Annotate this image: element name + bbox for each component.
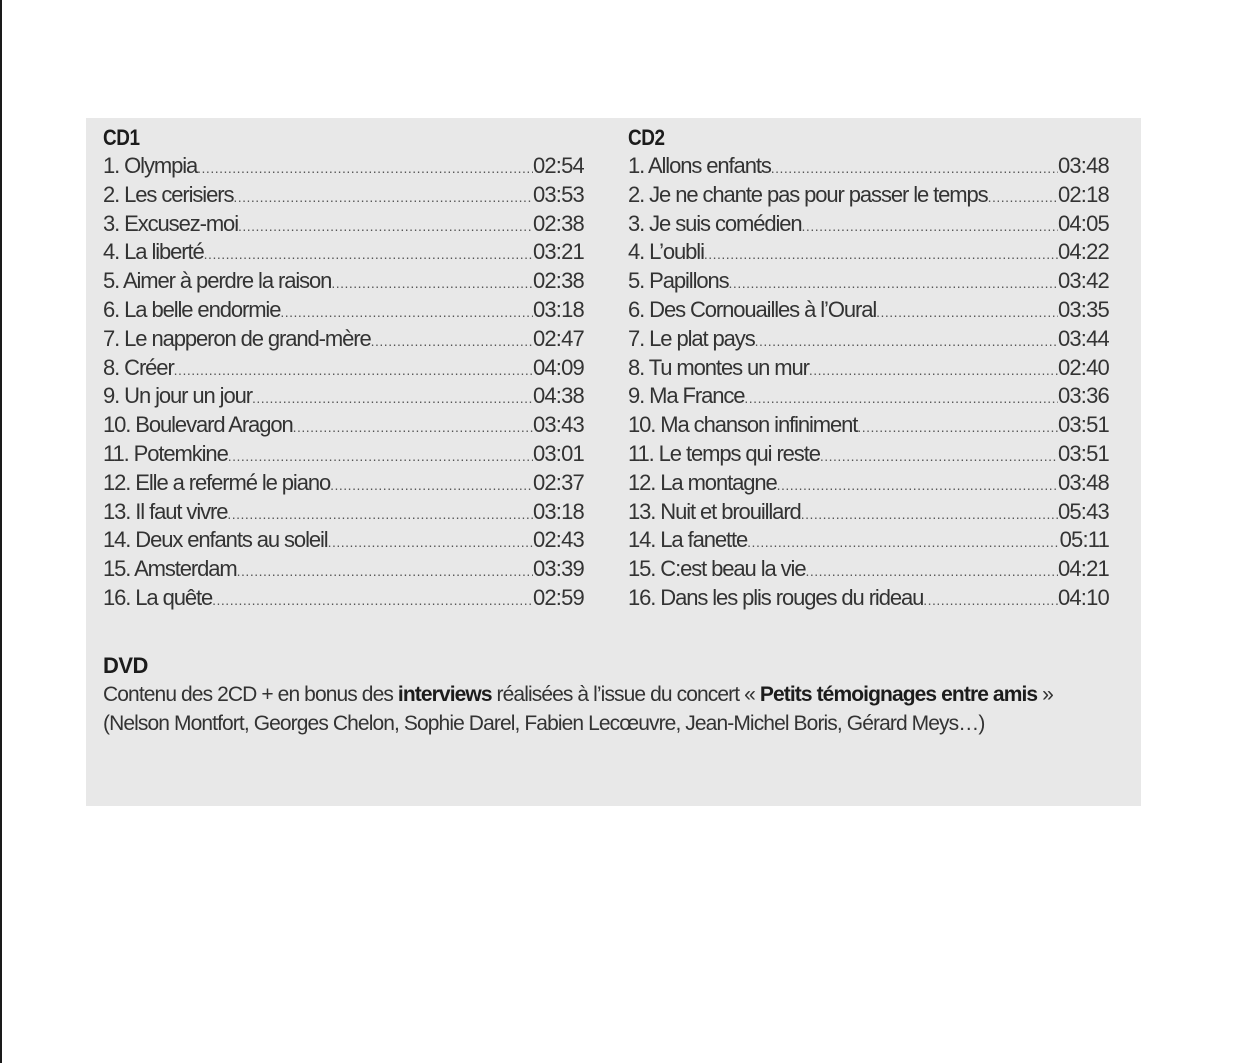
- cd2-track-list: [628, 152, 1109, 613]
- dot-leader: [801, 500, 1058, 527]
- dot-leader: [820, 442, 1058, 469]
- dot-leader: [227, 500, 533, 527]
- track-title: 10. Boulevard Aragon: [103, 412, 293, 438]
- track-duration: 03:44: [1057, 325, 1109, 351]
- track-title: 14. Deux enfants au soleil: [103, 527, 328, 553]
- dot-leader: [747, 528, 1059, 555]
- track-row: [628, 555, 1109, 584]
- track-row: [628, 411, 1109, 440]
- track-title: 7. Le plat pays: [628, 325, 755, 351]
- track-title: 12. Elle a refermé le piano: [103, 469, 331, 495]
- track-duration: 02:37: [532, 469, 584, 495]
- dot-leader: [252, 384, 533, 411]
- track-row: [628, 382, 1109, 411]
- track-row: [628, 498, 1109, 527]
- track-duration: 04:21: [1057, 556, 1109, 582]
- dot-leader: [802, 212, 1058, 239]
- track-title: 11. Potemkine: [103, 440, 228, 466]
- track-row: [628, 181, 1109, 210]
- cd2-column: [628, 124, 1109, 613]
- track-title: 7. Le napperon de grand-mère: [103, 325, 371, 351]
- track-duration: 03:43: [532, 412, 584, 438]
- track-row: [103, 526, 584, 555]
- track-row: [628, 440, 1109, 469]
- dvd-interviews-label: interviews: [397, 683, 492, 706]
- track-duration: 03:18: [532, 498, 584, 524]
- track-row: [103, 354, 584, 383]
- dvd-bonus-title: Petits témoignages entre amis: [759, 683, 1038, 706]
- track-duration: 02:18: [1057, 181, 1109, 207]
- dot-leader: [988, 183, 1058, 210]
- track-row: [103, 411, 584, 440]
- track-duration: 03:48: [1057, 469, 1109, 495]
- track-row: [103, 181, 584, 210]
- track-title: 15. Amsterdam: [103, 556, 237, 582]
- cd2-title: CD2: [628, 125, 665, 150]
- dot-leader: [777, 471, 1058, 498]
- track-title: 6. La belle endormie: [103, 296, 281, 322]
- dvd-description: [103, 680, 1123, 709]
- track-row: [628, 210, 1109, 239]
- track-title: 4. La liberté: [103, 239, 204, 265]
- track-title: 16. La quête: [103, 584, 213, 610]
- track-row: [103, 238, 584, 267]
- track-title: 2. Je ne chante pas pour passer le temps: [628, 181, 988, 207]
- track-duration: 04:09: [532, 354, 584, 380]
- track-row: [103, 325, 584, 354]
- track-duration: 04:05: [1057, 210, 1109, 236]
- track-row: [628, 354, 1109, 383]
- dvd-description-text: »: [1037, 683, 1053, 706]
- dot-leader: [755, 327, 1058, 354]
- track-row: [103, 555, 584, 584]
- dvd-guest-list: (Nelson Montfort, Georges Chelon, Sophie Darel, Fabien Lecœuvre, Jean-Michel Boris, Gérard Meys…): [103, 712, 985, 735]
- dot-leader: [876, 298, 1058, 325]
- track-duration: 03:53: [532, 181, 584, 207]
- track-duration: 03:35: [1057, 296, 1109, 322]
- dot-leader: [771, 154, 1058, 181]
- track-duration: 03:21: [532, 239, 584, 265]
- dot-leader: [923, 586, 1058, 613]
- track-title: 8. Créer: [103, 354, 174, 380]
- track-title: 5. Aimer à perdre la raison: [103, 268, 332, 294]
- track-duration: 02:54: [532, 153, 584, 178]
- tracklist-panel: [86, 118, 1141, 806]
- dot-leader: [197, 154, 533, 181]
- track-title: 8. Tu montes un mur: [628, 354, 809, 380]
- dot-leader: [293, 413, 533, 440]
- dot-leader: [238, 212, 533, 239]
- track-title: 13. Il faut vivre: [103, 498, 228, 524]
- dot-leader: [228, 442, 533, 469]
- track-row: [628, 238, 1109, 267]
- track-row: [628, 325, 1109, 354]
- dot-leader: [233, 183, 533, 210]
- track-title: 12. La montagne: [628, 469, 777, 495]
- dvd-description-text: réalisées à l’issue du concert «: [491, 683, 760, 706]
- dot-leader: [704, 240, 1058, 267]
- track-duration: 02:43: [532, 527, 584, 553]
- track-duration: 04:10: [1057, 584, 1109, 610]
- dot-leader: [371, 327, 533, 354]
- track-row: [628, 152, 1109, 181]
- track-row: [103, 152, 584, 181]
- dot-leader: [809, 356, 1058, 383]
- track-title: 1. Olympia: [103, 153, 198, 178]
- cd1-title: CD1: [103, 125, 140, 150]
- track-title: 3. Excusez-moi: [103, 210, 238, 236]
- track-duration: 02:38: [532, 210, 584, 236]
- dot-leader: [174, 356, 533, 383]
- track-title: 2. Les cerisiers: [103, 181, 234, 207]
- dvd-section: [103, 652, 1123, 738]
- track-row: [103, 584, 584, 613]
- dot-leader: [331, 269, 533, 296]
- track-duration: 03:36: [1057, 383, 1109, 409]
- track-row: [628, 296, 1109, 325]
- track-row: [103, 267, 584, 296]
- track-title: 3. Je suis comédien: [628, 210, 802, 236]
- dot-leader: [744, 384, 1058, 411]
- track-title: 1. Allons enfants: [628, 153, 771, 178]
- track-title: 14. La fanette: [628, 527, 748, 553]
- track-duration: 05:11: [1059, 527, 1109, 553]
- page-left-border: [0, 0, 2, 1063]
- track-duration: 03:39: [532, 556, 584, 582]
- dot-leader: [212, 586, 533, 613]
- dot-leader: [328, 528, 533, 555]
- dot-leader: [805, 557, 1057, 584]
- dot-leader: [237, 557, 533, 584]
- cd1-column: [103, 124, 584, 613]
- track-duration: 04:22: [1057, 239, 1109, 265]
- dot-leader: [729, 269, 1058, 296]
- track-duration: 03:18: [532, 296, 584, 322]
- track-duration: 02:47: [532, 325, 584, 351]
- track-title: 13. Nuit et brouillard: [628, 498, 801, 524]
- dvd-title: DVD: [103, 653, 148, 678]
- track-duration: 03:51: [1057, 412, 1109, 438]
- track-title: 4. L’oubli: [628, 239, 704, 265]
- dot-leader: [330, 471, 533, 498]
- track-duration: 02:40: [1057, 354, 1109, 380]
- track-title: 9. Ma France: [628, 383, 745, 409]
- track-duration: 03:48: [1057, 153, 1109, 178]
- track-row: [628, 267, 1109, 296]
- track-duration: 04:38: [532, 383, 584, 409]
- track-title: 16. Dans les plis rouges du rideau: [628, 584, 924, 610]
- track-row: [103, 498, 584, 527]
- track-title: 15. C:est beau la vie: [628, 556, 806, 582]
- track-title: 6. Des Cornouailles à l’Oural: [628, 296, 877, 322]
- dot-leader: [280, 298, 533, 325]
- track-row: [103, 440, 584, 469]
- track-row: [103, 296, 584, 325]
- dvd-description-text: Contenu des 2CD + en bonus des: [103, 683, 398, 706]
- track-row: [628, 526, 1109, 555]
- dot-leader: [204, 240, 533, 267]
- track-row: [103, 210, 584, 239]
- track-duration: 03:42: [1057, 268, 1109, 294]
- track-title: 10. Ma chanson infiniment: [628, 412, 858, 438]
- track-row: [628, 469, 1109, 498]
- track-duration: 03:01: [532, 440, 584, 466]
- track-row: [103, 382, 584, 411]
- dot-leader: [857, 413, 1058, 440]
- cd1-track-list: [103, 152, 584, 613]
- track-duration: 03:51: [1057, 440, 1109, 466]
- track-title: 9. Un jour un jour: [103, 383, 252, 409]
- track-row: [103, 469, 584, 498]
- track-title: 11. Le temps qui reste: [628, 440, 820, 466]
- track-duration: 05:43: [1057, 498, 1109, 524]
- track-duration: 02:59: [532, 584, 584, 610]
- track-title: 5. Papillons: [628, 268, 729, 294]
- track-row: [628, 584, 1109, 613]
- track-duration: 02:38: [532, 268, 584, 294]
